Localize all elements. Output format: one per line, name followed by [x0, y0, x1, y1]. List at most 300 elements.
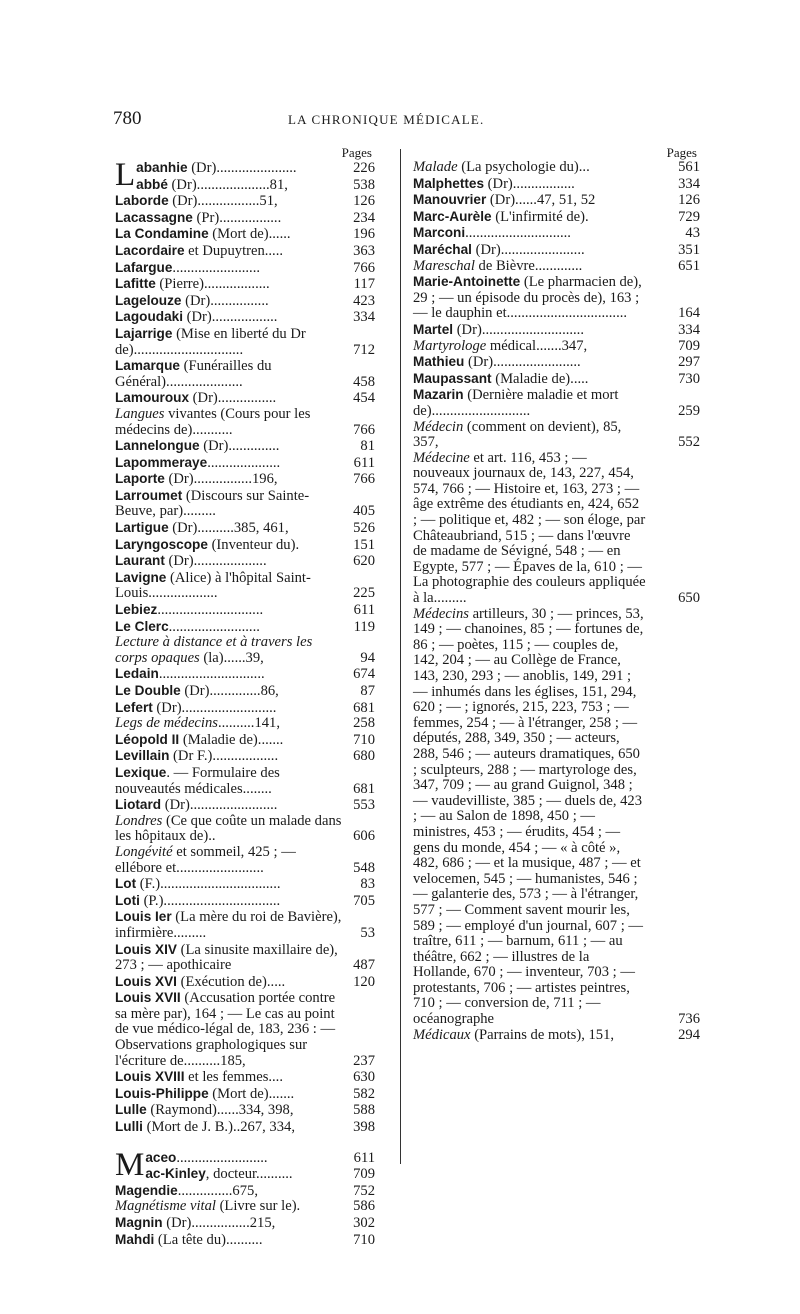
entry-text	[413, 387, 646, 419]
index-entry	[115, 276, 375, 293]
entry-detail: et les femmes....	[184, 1069, 283, 1086]
entry-text	[115, 570, 345, 602]
entry-heading: Léopold II	[115, 731, 180, 747]
entry-heading: Lafitte	[115, 276, 156, 292]
entry-detail: (Livre sur le).	[215, 1198, 301, 1215]
running-title: LA CHRONIQUE MÉDICALE.	[288, 112, 485, 127]
entry-detail: et Dupuytren.....	[184, 242, 284, 259]
entry-detail: (Dr)..................	[182, 309, 278, 326]
entry-text	[115, 226, 345, 243]
entry-heading: Mathieu	[413, 354, 465, 370]
entry-heading: Lefert	[115, 699, 153, 715]
entry-text	[115, 1166, 345, 1183]
entry-text	[115, 1199, 345, 1215]
entry-heading: Louis Ier	[115, 909, 172, 925]
page-reference: 119	[353, 618, 375, 635]
entry-detail: et sommeil, 425 ; — ellébore et........................	[115, 843, 296, 876]
index-list-l	[115, 157, 375, 1136]
entry-text	[115, 1183, 345, 1200]
entry-heading-italic: Lecture à distance et à travers les corps opaques	[115, 634, 313, 666]
entry-text	[115, 520, 345, 537]
entry-detail: (Dr).......................	[471, 241, 585, 258]
index-entry	[413, 605, 700, 1028]
entry-heading-italic: Mareschal	[413, 257, 475, 274]
page-reference: 710	[353, 731, 375, 748]
page-reference: 752	[353, 1182, 375, 1199]
entry-detail: (Dr)................196,	[164, 471, 278, 488]
index-entry	[413, 321, 700, 339]
entry-heading: Lexique	[115, 764, 167, 780]
page-header	[0, 108, 800, 132]
page-reference: 363	[353, 242, 375, 259]
page-reference: 705	[353, 892, 375, 909]
entry-text	[115, 210, 345, 227]
entry-detail: (Mort de).......	[208, 1085, 295, 1102]
entry-text	[115, 407, 345, 438]
page-reference: 126	[678, 192, 700, 209]
pages-column-label: Pages	[341, 145, 372, 160]
page-reference: 712	[353, 341, 375, 358]
entry-text	[115, 748, 345, 765]
section-gap	[115, 1136, 375, 1150]
index-entry	[115, 326, 375, 358]
entry-detail: (F.).................................	[136, 876, 281, 893]
index-entry	[115, 553, 375, 570]
entry-text	[115, 260, 345, 277]
entry-heading: Maréchal	[413, 241, 472, 257]
entry-text	[413, 607, 646, 1028]
entry-text	[115, 942, 345, 974]
entry-detail: (Pierre)..................	[155, 276, 270, 293]
entry-heading: Lagelouze	[115, 292, 182, 308]
entry-text	[115, 293, 345, 310]
entry-text	[115, 177, 345, 194]
entry-text	[413, 209, 646, 226]
entry-detail: (comment on devient), 85, 357,	[413, 418, 622, 451]
page-reference: 586	[353, 1198, 375, 1215]
page-reference: 709	[678, 337, 700, 354]
index-entry	[115, 1183, 375, 1200]
entry-heading: aceo	[145, 1149, 177, 1165]
entry-detail: ...............675,	[177, 1182, 258, 1199]
entry-detail: (Ce que coûte un malade dans les hôpitaux de)..	[115, 812, 342, 845]
entry-text	[115, 1119, 345, 1136]
index-entry	[115, 390, 375, 407]
index-entry	[115, 243, 375, 260]
entry-heading: Lafargue	[115, 259, 173, 275]
entry-heading: Maupassant	[413, 370, 492, 386]
index-entry	[413, 1026, 700, 1044]
entry-detail: ........................	[172, 259, 260, 276]
index-entry	[115, 537, 375, 554]
entry-text	[115, 732, 345, 749]
entry-heading: Ledain	[115, 666, 159, 682]
entry-heading: Lannelongue	[115, 438, 200, 454]
index-entry	[115, 619, 375, 636]
index-entry	[115, 455, 375, 472]
index-entry	[115, 471, 375, 488]
entry-heading-italic: Médecine	[413, 449, 470, 466]
index-entry	[115, 635, 375, 666]
index-entry	[413, 354, 700, 371]
entry-heading-italic: Legs de médecins	[115, 715, 218, 732]
entry-text	[413, 225, 646, 242]
entry-text	[115, 666, 345, 683]
entry-heading: Larroumet	[115, 487, 183, 503]
entry-detail: artilleurs, 30 ; — princes, 53, 149 ; — chanoines, 85 ; — fortunes de, 86 ; — poètes, 115 ; — couples de, 142, 204 ; — au Collège de France, 143, 230, 293 ; — anoblis, 149, 291 ; — inhumés dans les églises, 151, 294, 620 ; — ; ignorés, 215, 223, 753 ; — femmes, 254 ; — à l'étranger, 258 ; — députés, 288, 349, 350 ; — acteurs, 288, 546 ; — auteurs dramatiques, 650 ; sculpteurs, 288 ; — martyrologe des, 347, 709 ; — au grand Guignol, 348 ; — vaudevilliste, 385 ; — duels de, 423 ; — au Salon de 1898, 450 ; — ministres, 453 ; — érudits, 454 ; — gens du monde, 454 ; — « à côté », 482, 686 ; — et la musique, 487 ; — et velocemen, 545 ; — humanistes, 546 ; — galanterie des, 573 ; — à l'étranger, 577 ; — Comment savent mourir les, 589 ; — employé d'un journal, 607 ; — traître, 611 ; — barnum, 611 ; — au théâtre, 662 ; — illustres de la Hollande, 670 ; — inventeur, 703 ; — protestants, 706 ; — artistes peintres, 710 ; — conversion de, 711 ; — océanographe	[413, 605, 644, 1028]
entry-detail: .............................	[158, 666, 265, 683]
entry-detail: (Alice) à l'hôpital Saint-Louis...................	[115, 569, 311, 602]
entry-text	[413, 259, 646, 275]
index-entry	[115, 210, 375, 227]
index-entry	[115, 1086, 375, 1103]
page-reference: 553	[353, 797, 375, 814]
page-reference: 681	[353, 780, 375, 797]
entry-heading-italic: Médecin	[413, 418, 464, 435]
entry-text	[413, 354, 646, 371]
page-reference: 651	[678, 257, 700, 274]
entry-heading: Laporte	[115, 471, 165, 487]
page-reference: 766	[353, 421, 375, 438]
index-entry	[115, 700, 375, 717]
entry-text	[115, 471, 345, 488]
entry-text	[115, 326, 345, 358]
entry-heading: Mahdi	[115, 1231, 155, 1247]
entry-heading: Le Double	[115, 683, 181, 698]
entry-detail: (Inventeur du).	[207, 536, 300, 553]
entry-detail: (Discours sur Sainte-Beuve, par).........	[115, 487, 310, 520]
page-reference: 334	[353, 309, 375, 326]
page-reference: 611	[353, 602, 375, 619]
drop-initial: M	[115, 1146, 145, 1183]
entry-detail: (Mort de)......	[208, 226, 291, 243]
entry-detail: (Dr)................	[181, 292, 269, 309]
page-reference: 259	[678, 402, 700, 419]
entry-text	[115, 765, 345, 797]
entry-heading: Lavigne	[115, 569, 167, 585]
entry-heading: La Condamine	[115, 226, 209, 242]
page-reference: 297	[678, 354, 700, 371]
entry-detail: (Maladie de).....	[491, 370, 589, 387]
entry-detail: (Mort de J. B.)..267, 334,	[142, 1119, 295, 1136]
entry-detail: (Parrains de mots), 151,	[470, 1026, 615, 1043]
index-entry	[115, 1102, 375, 1119]
index-entry	[115, 797, 375, 814]
page-reference: 302	[353, 1215, 375, 1231]
page-reference: 630	[353, 1069, 375, 1086]
index-entry	[115, 765, 375, 797]
page-reference: 351	[678, 241, 700, 258]
page-reference: 766	[353, 471, 375, 488]
index-entry	[413, 387, 700, 419]
entry-heading: Louis-Philippe	[115, 1085, 209, 1101]
index-entry	[115, 909, 375, 941]
entry-text	[115, 1086, 345, 1103]
index-entry	[115, 990, 375, 1069]
entry-detail: (L'infirmité de).	[491, 208, 589, 225]
entry-detail: et art. 116, 453 ; — nouveaux journaux de, 143, 227, 454, 574, 766 ; — Histoire et, 163, 273 ; — âge extrême des étudiants en, 424, 652 ; — politique et, 482 ; — son éloge, par Châteaubriand, 515 ; — dans l'œuvre de madame de Sévigné, 548 ; — en Egypte, 577 ; — Épaves de la, 610 ; — La photographie des couleurs appliquée à la.........	[413, 449, 646, 607]
entry-detail: (Dr)................	[189, 390, 277, 407]
entry-detail: (Dr).................	[484, 175, 575, 192]
entry-heading: Lapommeraye	[115, 454, 208, 470]
entry-detail: (Dr)......47, 51, 52	[486, 192, 596, 209]
entry-heading: Martel	[413, 321, 454, 337]
page-reference: 196	[353, 226, 375, 243]
entry-detail: (Dr)....................81,	[167, 176, 288, 193]
index-entry	[115, 1166, 375, 1183]
entry-text	[413, 451, 646, 607]
index-entry	[115, 602, 375, 619]
page-reference: 120	[353, 973, 375, 990]
entry-heading: Magnin	[115, 1215, 163, 1230]
index-entry	[115, 748, 375, 765]
entry-text	[115, 1102, 345, 1119]
entry-heading: Lamarque	[115, 358, 180, 374]
entry-text	[413, 192, 646, 209]
entry-heading-italic: Longévité	[115, 843, 173, 860]
index-entry	[115, 488, 375, 520]
entry-detail: (La tête du)..........	[154, 1231, 263, 1248]
entry-detail: .............................	[157, 602, 264, 619]
index-entry	[413, 159, 700, 176]
entry-text	[115, 700, 345, 717]
entry-text	[115, 683, 345, 700]
entry-text	[115, 553, 345, 570]
page-reference: 81	[360, 438, 375, 455]
page-reference: 398	[353, 1119, 375, 1136]
page-reference: 423	[353, 292, 375, 309]
entry-heading: Manouvrier	[413, 192, 487, 208]
entry-text	[115, 716, 345, 732]
page-reference: 611	[353, 1149, 375, 1166]
page-reference: 117	[353, 276, 375, 293]
right-column	[413, 145, 700, 1043]
index-entry	[413, 449, 700, 607]
index-entry	[115, 876, 375, 893]
entry-heading: Laurant	[115, 553, 165, 569]
page-reference: 680	[353, 748, 375, 765]
entry-detail: (Funérailles du Général).....................	[115, 358, 272, 390]
entry-detail: de Bièvre.............	[474, 257, 583, 274]
page-reference: 552	[678, 434, 700, 451]
entry-text	[413, 322, 646, 339]
index-entry	[115, 1232, 375, 1249]
entry-detail: (Pr).................	[192, 209, 282, 226]
page-number: 780	[113, 108, 142, 129]
page-reference: 588	[353, 1102, 375, 1119]
entry-detail: (la)......39,	[199, 649, 264, 666]
entry-heading: abbé	[136, 176, 168, 192]
index-entry	[115, 845, 375, 876]
index-entry	[115, 732, 375, 749]
page-reference: 294	[678, 1026, 700, 1043]
entry-detail: (Dr)................215,	[162, 1215, 276, 1231]
page-reference: 405	[353, 503, 375, 520]
index-entry	[115, 407, 375, 438]
page-reference: 53	[360, 924, 375, 941]
entry-detail: (Dr)............................	[453, 321, 584, 338]
entry-detail: (Dr)........................	[464, 354, 581, 371]
index-entry	[115, 1215, 375, 1232]
entry-heading: Loti	[115, 892, 140, 908]
entry-text	[115, 276, 345, 293]
index-entry	[413, 370, 700, 388]
page-reference: 766	[353, 259, 375, 276]
entry-detail: (La sinusite maxillaire de), 273 ; — apothicaire	[115, 941, 338, 974]
index-entry	[115, 358, 375, 390]
page-reference: 334	[678, 175, 700, 192]
index-entry	[115, 1069, 375, 1086]
entry-detail: (Dr)........................	[161, 797, 278, 814]
entry-detail: .............................	[465, 225, 571, 242]
entry-heading: Le Clerc	[115, 618, 169, 634]
entry-heading: Marconi	[413, 225, 466, 241]
page-reference: 334	[678, 321, 700, 338]
entry-text	[413, 160, 646, 176]
entry-heading: Lajarrige	[115, 325, 173, 341]
entry-detail: vivantes (Cours pour les médecins de)...........	[115, 405, 311, 438]
index-entry	[413, 208, 700, 226]
entry-heading: Lacassagne	[115, 209, 193, 225]
page-reference: 674	[353, 666, 375, 683]
index-entry	[413, 337, 700, 355]
page-reference: 681	[353, 699, 375, 716]
entry-detail: (La mère du roi de Bavière), infirmière.........	[115, 909, 342, 941]
drop-initial: L	[115, 157, 136, 193]
entry-text	[115, 358, 345, 390]
entry-text	[115, 814, 345, 845]
entry-text	[115, 974, 345, 991]
index-entry	[115, 293, 375, 310]
entry-text	[115, 1232, 345, 1249]
entry-heading: Liotard	[115, 797, 162, 813]
page-reference: 487	[353, 957, 375, 974]
index-entry	[115, 193, 375, 210]
page-reference: 729	[678, 208, 700, 225]
page-reference: 561	[678, 159, 700, 175]
entry-text	[413, 420, 646, 451]
page-reference: 87	[360, 683, 375, 699]
page-reference: 126	[353, 193, 375, 210]
entry-detail: (Accusation portée contre sa mère par), 164 ; — Le cas au point de vue médico-légal de, 183, 236 : — Observations graphologiques sur l'écriture de..........185,	[115, 990, 336, 1069]
entry-heading: abanhie	[136, 160, 188, 175]
index-entry	[115, 683, 375, 700]
index-entry	[115, 716, 375, 732]
index-entry	[115, 814, 375, 845]
entry-detail: (Dr)..............	[199, 438, 280, 455]
column-divider	[400, 149, 401, 1164]
pages-column-label: Pages	[666, 145, 697, 160]
entry-text	[413, 242, 646, 259]
entry-detail: .........................	[168, 618, 260, 635]
entry-detail: (Dr)..........385, 461,	[168, 520, 289, 537]
entry-heading: Marie-Antoinette	[413, 274, 521, 290]
index-entry	[115, 438, 375, 455]
entry-text	[115, 537, 345, 554]
entry-heading: Laborde	[115, 193, 169, 209]
page-reference: 620	[353, 553, 375, 570]
page-reference: 538	[353, 176, 375, 193]
entry-detail: (Exécution de).....	[176, 973, 286, 990]
entry-heading: Louis XVI	[115, 973, 177, 989]
index-entry	[115, 226, 375, 243]
entry-text	[413, 371, 646, 388]
index-entry	[413, 257, 700, 275]
entry-detail: , docteur..........	[205, 1166, 293, 1183]
index-entry	[413, 175, 700, 193]
index-entry	[115, 1199, 375, 1215]
entry-detail: (Le pharmacien de), 29 ; — un épisode du procès de), 163 ; — le dauphin et.................................	[413, 274, 642, 322]
index-entry	[115, 974, 375, 991]
entry-text	[115, 909, 345, 941]
entry-detail: médical.......347,	[486, 337, 588, 354]
page-reference: 526	[353, 520, 375, 537]
entry-detail: (Dr)....................	[164, 553, 267, 570]
page-reference: 710	[353, 1231, 375, 1248]
entry-text	[115, 390, 345, 407]
entry-heading: ac-Kinley	[145, 1166, 206, 1182]
entry-text	[115, 488, 345, 520]
page-reference: 730	[678, 370, 700, 387]
entry-heading: Lagoudaki	[115, 309, 183, 325]
index-entry	[115, 1119, 375, 1136]
entry-heading-italic: Malade	[413, 159, 458, 175]
entry-detail: (Dr)..........................	[152, 699, 277, 716]
entry-heading: Lartigue	[115, 520, 169, 536]
entry-heading-italic: Londres	[115, 812, 163, 829]
entry-text	[413, 274, 646, 322]
entry-heading: Laryngoscope	[115, 536, 208, 552]
entry-text	[115, 438, 345, 455]
entry-detail: (Raymond)......334, 398,	[146, 1102, 294, 1119]
page-reference: 226	[353, 160, 375, 176]
entry-heading-italic: Langues	[115, 405, 165, 422]
entry-heading: Lacordaire	[115, 242, 185, 258]
index-entry	[115, 260, 375, 277]
page-reference: 234	[353, 209, 375, 226]
index-entry	[115, 942, 375, 974]
index-entry	[413, 418, 700, 451]
entry-heading: Lamouroux	[115, 390, 190, 406]
page-reference: 225	[353, 585, 375, 602]
entry-text	[115, 193, 345, 210]
entry-text	[115, 619, 345, 636]
entry-heading: Louis XVIII	[115, 1069, 185, 1085]
entry-text	[115, 797, 345, 814]
entry-detail: (Dr F.)..................	[169, 748, 279, 765]
entry-detail: . — Formulaire des nouveautés médicales........	[115, 764, 280, 797]
page-reference: 736	[678, 1011, 700, 1028]
index-list-m	[115, 1146, 375, 1249]
entry-text	[413, 1028, 646, 1044]
page-reference: 458	[353, 373, 375, 390]
index-list-ma	[413, 159, 700, 1043]
entry-text	[115, 845, 345, 876]
entry-heading: Marc-Aurèle	[413, 208, 492, 224]
entry-heading: Lot	[115, 876, 137, 892]
entry-detail: ..........141,	[217, 715, 280, 732]
entry-heading: Louis XIV	[115, 941, 177, 957]
entry-text	[115, 455, 345, 472]
entry-text	[115, 635, 345, 666]
entry-text	[115, 990, 345, 1069]
entry-heading: Louis XVII	[115, 990, 181, 1006]
page-reference: 258	[353, 715, 375, 732]
entry-text	[115, 893, 345, 910]
entry-text	[115, 1069, 345, 1086]
page-reference: 650	[678, 590, 700, 607]
page-reference: 237	[353, 1052, 375, 1069]
